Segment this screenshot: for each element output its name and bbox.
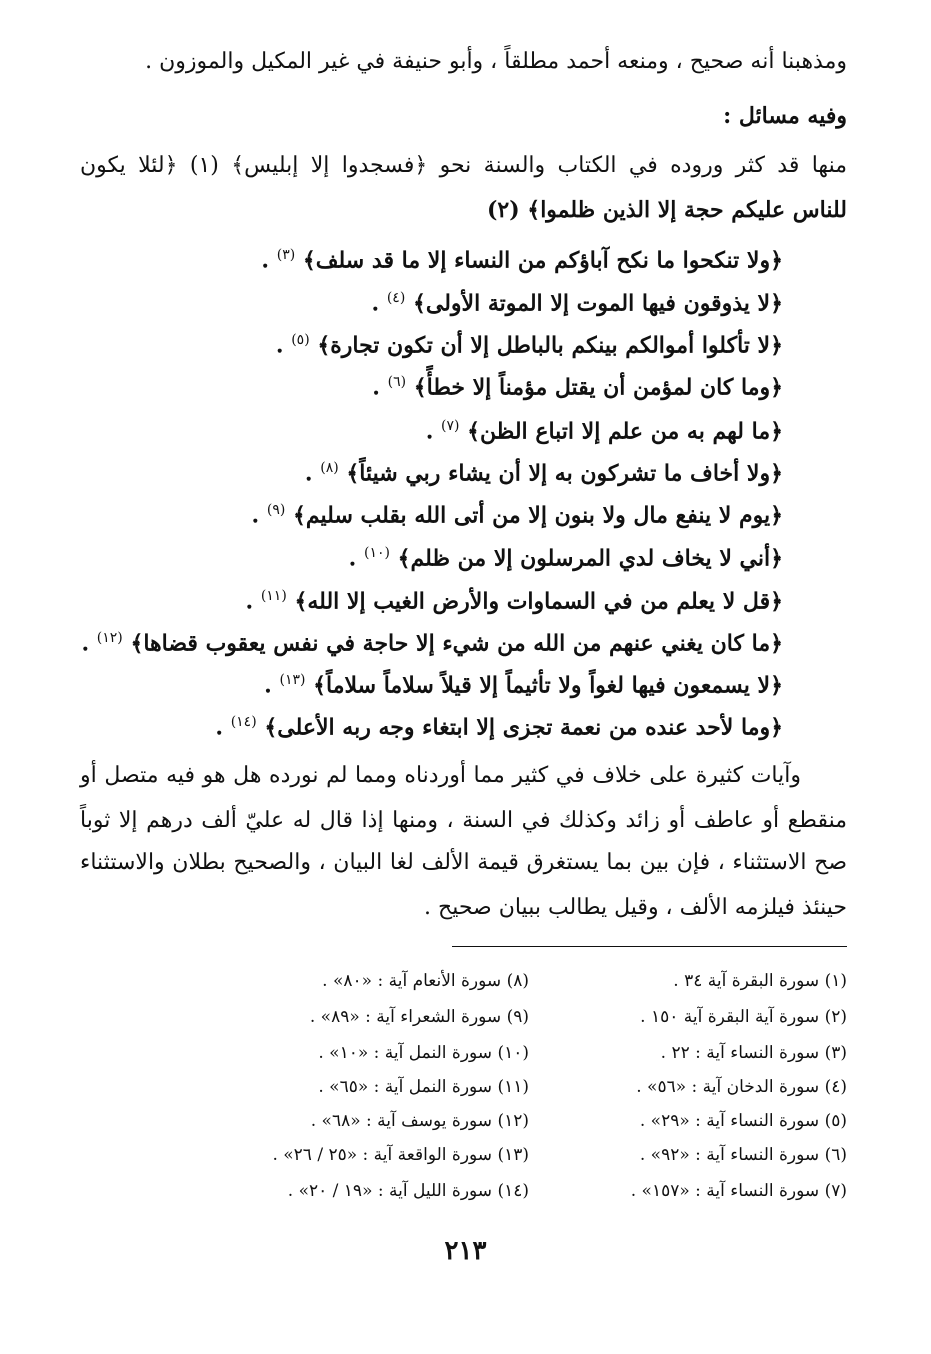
footnote-ref: (٣) (276, 247, 296, 263)
footnote: (١١) سورة النمل آية : «٦٥» . (318, 1077, 529, 1097)
footnote-ref: (٧) (441, 418, 460, 434)
footnote: (٥) سورة النساء آية : «٢٩» . (639, 1111, 847, 1131)
footnote: (١٢) سورة يوسف آية : «٦٨» . (310, 1111, 529, 1131)
verse-text: ﴿وما لأحد عنده من نعمة تجزى إلا ابتغاء وجه ربه الأعلى﴾ (264, 714, 783, 741)
paragraph-line: وآيات كثيرة على خلاف في كثير مما أوردناه ومما لم نورده هل هو فيه متصل أو (80, 763, 801, 788)
footnote: (٧) سورة النساء آية : «١٥٧» . (630, 1181, 847, 1201)
verse-line: ﴿ولا تنكحوا ما نكح آباؤكم من النساء إلا ما قد سلف﴾ $^{(٣)}$ . (261, 247, 783, 274)
verse-line: ﴿ما كان يغني عنهم من الله من شيء إلا حاجة في نفس يعقوب قضاها﴾ $^{(١٢)}$ . (81, 630, 783, 657)
verse-line: ﴿يوم لا ينفع مال ولا بنون إلا من أتى الله بقلب سليم﴾ $^{(٩)}$ . (251, 502, 783, 529)
footnote: (٩) سورة الشعراء آية : «٨٩» . (309, 1007, 529, 1027)
footnote-ref: (١٣) (279, 672, 306, 688)
verse-text: ﴿يوم لا ينفع مال ولا بنون إلا من أتى الله بقلب سليم﴾ (292, 502, 783, 529)
verse-text: ﴿ما كان يغني عنهم من الله من شيء إلا حاجة في نفس يعقوب قضاها﴾ (130, 630, 783, 657)
page-number: ٢١٣ (444, 1236, 487, 1266)
verse-text: ﴿لا يسمعون فيها لغواً ولا تأثيماً إلا قيلاً سلاماً سلاماً﴾ (313, 672, 783, 699)
verse-line: ﴿وما لأحد عنده من نعمة تجزى إلا ابتغاء وجه ربه الأعلى﴾ $^{(١٤)}$ . (215, 714, 783, 741)
footnote-ref: (٦) (387, 374, 407, 390)
verse-line: ﴿لا تأكلوا أموالكم بينكم بالباطل إلا أن تكون تجارة﴾ $^{(٥)}$ . (275, 332, 783, 359)
paragraph-line: منها قد كثر وروده في الكتاب والسنة نحو ﴿فسجدوا إلا إبليس﴾ (١) ﴿لئلا يكون (80, 153, 847, 178)
footnote-ref: (١١) (260, 588, 287, 604)
verse-line: ﴿ولا أخاف ما تشركون به إلا أن يشاء ربي شيئاً﴾ $^{(٨)}$ . (304, 460, 783, 487)
footnote-ref: (٤) (386, 290, 406, 306)
footnote-ref: (١٠) (363, 545, 390, 561)
footnote-ref: (٥) (291, 332, 310, 348)
footnote-ref: (١٤) (230, 714, 257, 730)
verse-line: ﴿لا يذوقون فيها الموت إلا الموتة الأولى﴾ $^{(٤)}$ . (371, 290, 783, 317)
verse-text: ﴿وما كان لمؤمن أن يقتل مؤمناً إلا خطأً﴾ (413, 374, 783, 401)
verse-line: ﴿لا يسمعون فيها لغواً ولا تأثيماً إلا قيلاً سلاماً سلاماً﴾ $^{(١٣)}$ . (264, 672, 783, 699)
section-heading: وفيه مسائل : (723, 103, 847, 129)
paragraph-line: حينئذ فيلزمه الألف ، وقيل يطالب ببيان صحيح . (424, 895, 847, 920)
footnote: (٣) سورة النساء آية : ٢٢ . (660, 1043, 847, 1063)
intro-line: ومذهبنا أنه صحيح ، ومنعه أحمد مطلقاً ، وأبو حنيفة في غير المكيل والموزون . (145, 49, 847, 74)
footnote: (١٣) سورة الواقعة آية : «٢٥ / ٢٦» . (272, 1145, 529, 1165)
footnote: (١٠) سورة النمل آية : «١٠» . (318, 1043, 529, 1063)
footnote: (٢) سورة آية البقرة آية ١٥٠ . (640, 1007, 847, 1027)
verse-text: ﴿أني لا يخاف لدي المرسلون إلا من ظلم﴾ (397, 545, 783, 572)
verse-text: ﴿لا يذوقون فيها الموت إلا الموتة الأولى﴾ (412, 290, 783, 317)
footnote: (٦) سورة النساء آية : «٩٢» . (639, 1145, 847, 1165)
paragraph-line: صح الاستثناء ، فإن بين بما يستغرق قيمة الألف لغا البيان ، والصحيح بطلان والاستثناء (80, 850, 847, 875)
paragraph-line: منقطع أو عاطف أو زائد وكذلك في السنة ، ومنها إذا قال له عليّ ألف درهم إلا ثوباً (80, 808, 847, 833)
footnote: (١) سورة البقرة آية ٣٤ . (673, 971, 847, 991)
footnote-divider (452, 946, 847, 947)
footnote: (١٤) سورة الليل آية : «١٩ / ٢٠» . (287, 1181, 529, 1201)
verse-text: ﴿لا تأكلوا أموالكم بينكم بالباطل إلا أن تكون تجارة﴾ (317, 332, 783, 359)
footnote: (٨) سورة الأنعام آية : «٨٠» . (322, 971, 529, 991)
verse-line: ﴿ما لهم به من علم إلا اتباع الظن﴾ $^{(٧)}$ . (425, 418, 783, 445)
verse-line: ﴿أني لا يخاف لدي المرسلون إلا من ظلم﴾ $^{(١٠)}$ . (348, 545, 783, 572)
verse-text: ﴿ما لهم به من علم إلا اتباع الظن﴾ (467, 418, 783, 445)
verse-text: ﴿قل لا يعلم من في السماوات والأرض الغيب إلا الله﴾ (294, 588, 783, 615)
paragraph-line: للناس عليكم حجة إلا الذين ظلموا﴾ (٢) (486, 197, 847, 223)
footnote-ref: (١٢) (96, 630, 123, 646)
footnote-ref: (٨) (320, 460, 339, 476)
footnote: (٤) سورة الدخان آية : «٥٦» . (636, 1077, 847, 1097)
verse-text: ﴿ولا أخاف ما تشركون به إلا أن يشاء ربي شيئاً﴾ (346, 460, 783, 487)
footnote-ref: (٩) (266, 502, 286, 518)
verse-line: ﴿وما كان لمؤمن أن يقتل مؤمناً إلا خطأً﴾ $^{(٦)}$ . (372, 374, 783, 401)
verse-text: ﴿ولا تنكحوا ما نكح آباؤكم من النساء إلا ما قد سلف﴾ (302, 247, 783, 274)
verse-line: ﴿قل لا يعلم من في السماوات والأرض الغيب إلا الله﴾ $^{(١١)}$ . (245, 588, 783, 615)
